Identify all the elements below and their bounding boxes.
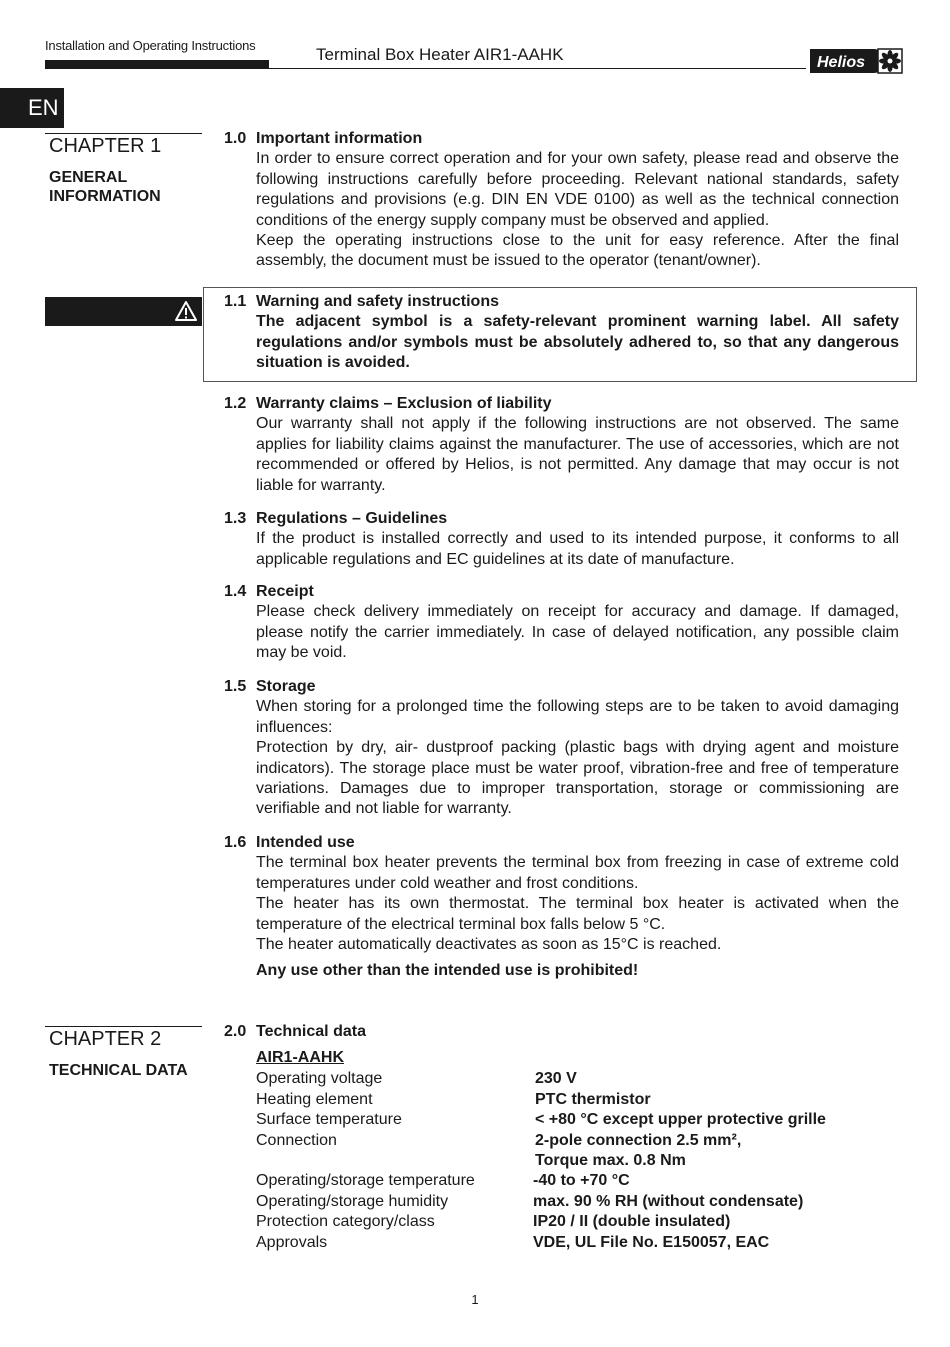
section-number: 1.3 (224, 510, 247, 527)
chapter2-label: CHAPTER 2 (49, 1028, 162, 1050)
page-number: 1 (471, 1292, 479, 1307)
section-heading: Receipt (256, 583, 314, 600)
section-heading: Warranty claims – Exclusion of liability (256, 395, 552, 412)
document-type: Installation and Operating Instructions (45, 38, 256, 53)
spec-value: IP20 / II (double insulated) (533, 1213, 731, 1230)
spec-value: VDE, UL File No. E150057, EAC (533, 1234, 770, 1251)
spec-value: 2-pole connection 2.5 mm², (535, 1132, 742, 1149)
section-paragraph: Our warranty shall not apply if the following instructions are not observed. The same applies for liability claims against the manufacturer. The use of accessories, which are not recommended or offered by Helios, is not permitted. Any damage that may occur is not liable for warranty. (256, 415, 899, 494)
spec-label: Operating/storage temperature (256, 1172, 475, 1189)
chapter1-subtitle-2: INFORMATION (49, 188, 161, 205)
spec-label: Operating voltage (256, 1070, 383, 1087)
section-number: 1.4 (224, 583, 247, 600)
language-tab: EN (0, 88, 64, 128)
chapter2-subtitle: TECHNICAL DATA (49, 1062, 188, 1079)
document-title: Terminal Box Heater AIR1-AAHK (316, 45, 564, 64)
chapter1-label: CHAPTER 1 (49, 135, 162, 157)
section-receipt (256, 582, 899, 664)
section-regulations (256, 509, 899, 570)
section-number: 1.6 (224, 834, 247, 851)
spec-label: Heating element (256, 1091, 373, 1108)
spec-value: < +80 °C except upper protective grille (535, 1111, 826, 1128)
spec-value: Torque max. 0.8 Nm (535, 1152, 686, 1169)
header-bar (45, 60, 269, 69)
section-heading: Storage (256, 678, 316, 695)
section-heading: Regulations – Guidelines (256, 510, 448, 527)
section-storage (256, 677, 899, 820)
section-paragraph: If the product is installed correctly and used to its intended purpose, it conforms to all applicable regulations and EC guidelines at its date of manufacture. (256, 530, 899, 568)
section-warranty (256, 394, 899, 496)
spec-value: PTC thermistor (535, 1091, 651, 1108)
spec-label: Surface temperature (256, 1111, 402, 1128)
section-important-information (256, 129, 899, 272)
chapter1-subtitle-1: GENERAL (49, 169, 128, 186)
chapter2-rule (45, 1026, 202, 1027)
section-number: 1.0 (224, 130, 247, 147)
section-intended-use (256, 833, 899, 982)
section-paragraph: The heater automatically deactivates as soon as 15°C is reached. (256, 936, 722, 954)
spec-value: 230 V (535, 1070, 577, 1087)
section-paragraph: The terminal box heater prevents the terminal box from freezing in case of extreme cold temperatures under cold weather and frost conditions. (256, 854, 899, 892)
section-paragraph: Please check delivery immediately on receipt for accuracy and damage. If damaged, please notify the carrier immediately. In case of delayed notification, any possible claim may be void. (256, 603, 899, 662)
section-technical-data (256, 1022, 899, 1042)
section-number: 1.2 (224, 395, 247, 412)
section-paragraph: In order to ensure correct operation and for your own safety, please read and observe the following instructions carefully before proceeding. Relevant national standards, safety regulations and provisions (e.g. DIN EN VDE 0100) as well as the technical connection conditions of the energy supply company must be observed and applied. (256, 150, 899, 229)
section-heading: Important information (256, 130, 423, 147)
section-heading: Warning and safety instructions (256, 293, 499, 310)
model-name: AIR1-AAHK (256, 1049, 344, 1066)
spec-label: Approvals (256, 1234, 328, 1251)
spec-label: Connection (256, 1132, 337, 1149)
chapter1-rule (45, 133, 202, 134)
section-paragraph: The heater has its own thermostat. The terminal box heater is activated when the temperature of the electrical terminal box falls below 5 °C. (256, 895, 899, 933)
section-paragraph: The adjacent symbol is a safety-relevant prominent warning label. All safety regulations and/or symbols must be absolutely adhered to, so that any dangerous situation is avoided. (256, 313, 899, 372)
warning-triangle-icon (175, 300, 197, 322)
spec-value: max. 90 % RH (without condensate) (533, 1193, 804, 1210)
helios-logo (806, 45, 904, 77)
section-number: 1.5 (224, 678, 247, 695)
section-number: 1.1 (224, 293, 247, 310)
section-paragraph: Protection by dry, air- dustproof packing (plastic bags with drying agent and moisture indicators). The storage place must be water proof, vibration-free and free of temperature variations. Damages due to improper transportation, storage or commissioning are verifiable and not liable for warranty. (256, 739, 899, 818)
section-heading: Intended use (256, 834, 355, 851)
section-heading: Technical data (256, 1023, 366, 1040)
spec-value: -40 to +70 °C (533, 1172, 630, 1189)
prohibited-use-note: Any use other than the intended use is prohibited! (256, 962, 639, 980)
section-number: 2.0 (224, 1023, 247, 1040)
spec-label: Protection category/class (256, 1213, 435, 1230)
spec-label: Operating/storage humidity (256, 1193, 449, 1210)
section-paragraph: When storing for a prolonged time the following steps are to be taken to avoid damaging influences: (256, 698, 899, 736)
logo-text: Helios (817, 54, 866, 71)
section-warning-safety (256, 292, 899, 374)
header-rule (269, 68, 806, 69)
section-paragraph: Keep the operating instructions close to the unit for easy reference. After the final assembly, the document must be issued to the operator (tenant/owner). (256, 232, 899, 270)
